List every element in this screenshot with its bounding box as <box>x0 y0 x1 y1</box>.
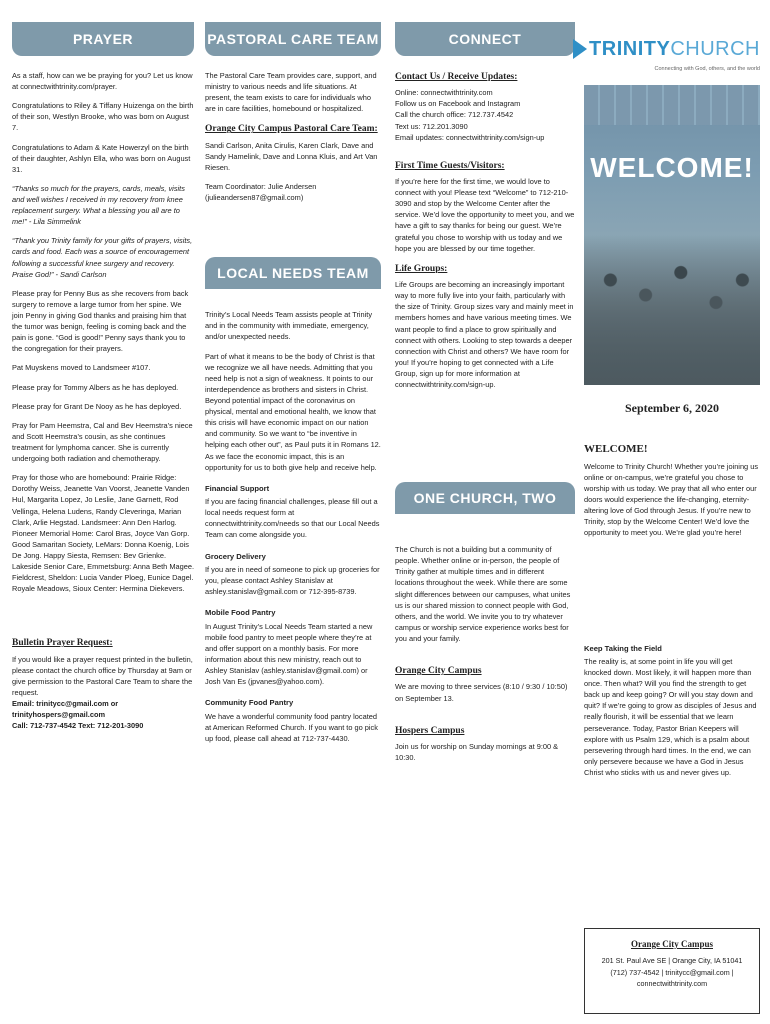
hospers-text: Join us for worship on Sunday mornings at 9:00 & 10:30. <box>395 741 559 762</box>
local-needs-intro: Trinity’s Local Needs Team assists people at Trinity and in the community with immediate, emergency, and/or unexpected needs. <box>205 310 373 342</box>
contact-email-updates: Email updates: connectwithtrinity.com/sign-up <box>395 132 545 142</box>
connect-column <box>395 22 575 771</box>
first-time-text: If you’re here for the first time, we would love to connect with you! Please text “Welcome” to 712-210-3090 and stop by the Welcome Center after the service. We’d love the opportunity to meet you, and we have a gift to say thanks for being our guest. We’re grateful you chose to worship with us today and we hope you are blessed by our time together. <box>395 177 575 253</box>
financial-support-heading: Financial Support <box>205 483 270 493</box>
prayer-request-bus: Please pray for Penny Bus as she recovers from back surgery to remove a large tumor from her spine. We join Penny in giving God thanks and praising him that the tumor was benign, feeling is coming back and the pain is gone. “God is good!” Penny says thank you to the congregation for their prayers. <box>12 288 189 354</box>
grocery-delivery-heading: Grocery Delivery <box>205 551 266 561</box>
sermon-text: The reality is, at some point in life you will get knocked down. Most likely, it will happen more than once. Then what? Will you find the strength to get back up and keep going? Or will you stay down and quit? If we’re going to grow as disciples of Jesus and really flourish, it will be essential that we learn perseverance. Today, Pastor Brian Keepers will explore with us Psalm 129, which is a psalm about persevering through hard times. In the end, we can only persevere because we have a God in Jesus Christ who sticks with us and never gives up. <box>584 656 757 777</box>
prayer-banner: PRAYER <box>12 22 194 56</box>
locations-banner: ONE CHURCH, TWO LOCATIONS <box>395 482 575 514</box>
prayer-quote-1: “Thanks so much for the prayers, cards, meals, visits and well wishes I received in my recovery from knee replacement surgery. What a blessing you all are to me!” - Lila Simmelink <box>12 183 185 227</box>
prayer-quote-2: “Thank you Trinity family for your gifts of prayers, visits, cards and food. Each was a source of encouragement following a successful knee surgery and recovery. Praise God!” - Sandi Carlson <box>12 236 193 279</box>
mobile-pantry-heading: Mobile Food Pantry <box>205 608 276 618</box>
mobile-pantry-text: In August Trinity’s Local Needs Team started a new mobile food pantry to meet people where they’re at and offer support on a monthly basis. For more information about this new ministry, reach out to Ashley Stanislav (ashley.stanislav@gmail.com) or Josh Van Es (jpvanes@yahoo.com). <box>205 621 373 687</box>
sermon-heading: Keep Taking the Field <box>584 643 662 653</box>
locations-intro: The Church is not a building but a community of people. Whether online or in-person, the people of Trinity gather at multiple times and in different locations throughout the week. While there are some slight differences between our campuses, what unites us is our shared mission to connect people with God, others, and the world. We invite you to try whatever campus or worship service experience works best for you and your family. <box>395 545 571 644</box>
welcome-text: Welcome to Trinity Church! Whether you’re joining us online or on-campus, we’re grateful you chose to worship with us today. We pray that all who enter our doors would experience the life-changing, eternity-altering love of God through Jesus. If you’re new to Trinity, stop by the Welcome Center! We’d love the opportunity to meet you. We’re glad you’re here! <box>584 461 759 538</box>
welcome-heading: WELCOME! <box>584 443 648 456</box>
local-needs-banner: LOCAL NEEDS TEAM <box>205 257 381 289</box>
welcome-photo <box>584 85 760 385</box>
pastoral-coordinator: Team Coordinator: Julie Andersen (julieandersen87@gmail.com) <box>205 182 317 203</box>
logo-light: CHURCH <box>670 38 760 60</box>
trinity-logo <box>584 34 760 64</box>
bulletin-request-text: If you would like a prayer request printed in the bulletin, please contact the church office by Thursday at 9am or give permission to the Pastoral Care Team to share the request. <box>12 654 193 697</box>
photo-crowd <box>584 235 760 385</box>
community-pantry-text: We have a wonderful community food pantry located at American Reformed Church. If you want to go pick up food, please call ahead at 712-737-4430. <box>205 711 378 743</box>
logo-arrow-icon <box>573 39 587 59</box>
address-line: 201 St. Paul Ave SE | Orange City, IA 51041 <box>601 956 743 966</box>
orange-city-text: We are moving to three services (8:10 / 9:30 / 10:50) on September 13. <box>395 682 568 703</box>
local-needs-body: Part of what it means to be the body of Christ is that we recognize we all have needs. Admitting that you need help is not a sign of weakness. It points to our interdependence as brothers and sisters in Christ. Beyond potential impact of the coronavirus on physical, mental and emotional health, we know that this crisis will have economic impact on our nation and community. So we want to “be inventive in helping each other out”, as Paul puts it in Romans 12. As we face the economic impact, this is an opportunity for us to both give help and receive help. <box>205 351 381 472</box>
address-title: Orange City Campus <box>630 939 713 949</box>
bulletin-request-heading: Bulletin Prayer Request: <box>12 638 113 649</box>
prayer-request-albers: Please pray for Tommy Albers as he has deployed. <box>12 382 179 392</box>
pastoral-intro: The Pastoral Care Team provides care, support, and ministry to various needs and life situations. At present, the team exists to care for individuals who are in care facilities, homebound or hospitalized. <box>205 71 377 114</box>
photo-ceiling <box>584 85 760 125</box>
photo-welcome-text: WELCOME! <box>590 152 754 184</box>
bulletin-date: September 6, 2020 <box>624 401 720 416</box>
prayer-request-denooy: Please pray for Grant De Nooy as he has deployed. <box>12 401 182 411</box>
hospers-heading: Hospers Campus <box>395 725 465 736</box>
logo-wordmark <box>589 34 760 64</box>
prayer-move-note: Pat Muyskens moved to Landsmeer #107. <box>12 363 151 373</box>
connect-banner: CONNECT <box>395 22 575 56</box>
prayer-request-heemstra: Pray for Pam Heemstra, Cal and Bev Heemstra’s niece and Scott Heemstra’s cousin, as she continues treatment for lymphoma cancer. She is currently undergoing both radiation and chemotherapy. <box>12 420 193 464</box>
first-time-heading: First Time Guests/Visitors: <box>395 160 505 171</box>
welcome-column <box>584 22 760 786</box>
bulletin-call: Call: 712-737-4542 Text: 712-201-3090 <box>12 721 144 731</box>
prayer-congrats-1: Congratulations to Riley & Tiffany Huizenga on the birth of their son, Westlyn Brooke, who was born on August 7. <box>12 101 194 133</box>
logo-bold: TRINITY <box>589 38 671 60</box>
bulletin-email: Email: trinitycc@gmail.com or trinityhospers@gmail.com <box>12 699 119 720</box>
life-groups-heading: Life Groups: <box>395 263 448 274</box>
financial-support-text: If you are facing financial challenges, please fill out a local needs request form at connectwithtrinity.com/needs so that our Local Needs Team can come alongside you. <box>205 497 380 540</box>
prayer-congrats-2: Congratulations to Adam & Kate Howerzyl on the birth of their daughter, Ashlyn Ella, who was born on August 31. <box>12 142 191 174</box>
life-groups-text: Life Groups are becoming an increasingly important way to more fully live into your faith, particularly with the size of Trinity. Group sizes vary and mainly meet in members homes and have various meeting times. We want people to find a place to grow spiritually and connect with others. Looking to step towards a deeper connection with Christ and others? We have room for you! If you’re hoping to get connected with a Life Group, sign up for more information at connectwithtrinity.com/sign-up. <box>395 280 574 390</box>
campus-address-box <box>584 928 760 1014</box>
prayer-homebound: Pray for those who are homebound: Prairie Ridge: Dorothy Weiss, Jeanette Van Voorst, Jeanette Vanden Hul, Margarita Lopez, Jo Leslie, Jane Garnett, Rod Vellinga, Helena Ludens, Randy Cleveringa, Marian Clark, Arlie Hegstad. Landsmeer: Ann Den Harlog. Pioneer Memorial Home: Carol Bras, Joyce Van Gorp. Good Samaritan Society, LeMars: Donna Koenig, Lois De Jong. Happy Siesta, Remsen: Bev Grienke. Lakeside Senior Care, Emmetsburg: Anna Beth Magee. Fieldcrest, Sheldon: Lucia Vander Ploeg, Eunice Dagel. Royale Meadows, Sioux Center: Hermina Diekevers. <box>12 473 194 594</box>
logo-tagline: Connecting with God, others, and the world <box>654 66 760 72</box>
prayer-intro: As a staff, how can we be praying for you? Let us know at connectwithtrinity.com/prayer. <box>12 71 193 92</box>
prayer-column <box>12 22 194 731</box>
contact-line: (712) 737-4542 | trinitycc@gmail.com | connectwithtrinity.com <box>610 967 734 989</box>
pastoral-column <box>205 22 381 752</box>
community-pantry-heading: Community Food Pantry <box>205 698 294 708</box>
grocery-delivery-text: If you are in need of someone to pick up groceries for you, please contact Ashley Stanislav at ashley.stanislav@gmail.com or 712-395-8739. <box>205 564 380 597</box>
contact-online: Online: connectwithtrinity.com <box>395 88 493 98</box>
contact-text: Text us: 712.201.3090 <box>395 121 468 131</box>
pastoral-banner: PASTORAL CARE TEAM <box>205 22 381 56</box>
pastoral-team-heading: Orange City Campus Pastoral Care Team: <box>205 124 378 135</box>
orange-city-heading: Orange City Campus <box>395 666 482 677</box>
contact-social: Follow us on Facebook and Instagram <box>395 99 521 109</box>
contact-heading: Contact Us / Receive Updates: <box>395 72 518 82</box>
contact-phone: Call the church office: 712.737.4542 <box>395 110 514 120</box>
pastoral-team-members: Sandi Carlson, Anita Cirulis, Karen Clark, Dave and Sandy Hamelink, Dave and Lonna Kluis, and Art Van Riesen. <box>205 140 378 172</box>
